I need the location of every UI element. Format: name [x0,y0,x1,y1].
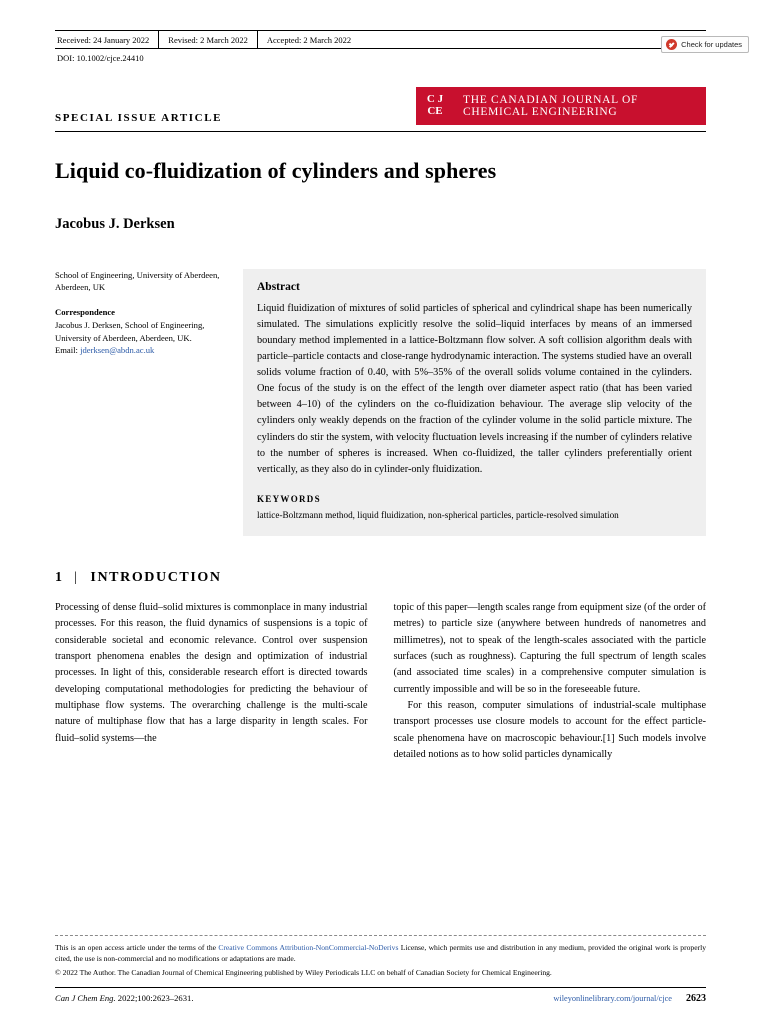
section-heading [55,570,706,586]
paragraph: topic of this paper—length scales range from equipment size (of the order of metres) to particle size (anywhere between hundreds of nanometres and millimetres), not to speak of the length-scales associated with the particle surfaces (such as roughness). Capturing the full spectrum of length scales (and associated time scales) in a comprehensive computer simulation is currently impossible and will be so in the foreseeable future. [393,602,706,695]
metadata-and-abstract [55,269,706,536]
check-for-updates-label: Check for updates [681,40,742,49]
keywords-text: lattice-Boltzmann method, liquid fluidization, non-spherical particles, particle-resolved simulation [257,509,619,520]
affiliation-block [55,269,225,536]
journal-name [454,87,706,125]
journal-mark-icon [416,87,454,125]
journal-mark-line2: CE [427,105,443,117]
paragraph: For this reason, computer simulations of industrial-scale multiphase transport processes use closure models to account for the effect particle-scale phenomena have on macroscopic behaviour.[1] Such models involve detailed notions as to how solid particles dynamically [393,699,706,760]
column-left [55,600,368,763]
correspondence-block [55,306,225,357]
license-text [55,942,706,965]
copyright-text: © 2022 The Author. The Canadian Journal of Chemical Engineering published by Wiley Periodicals LLC on behalf of Canadian Society for Chemical Engineering. [55,967,552,977]
abstract-box [243,269,706,536]
abstract-heading: Abstract [257,281,300,293]
license-link[interactable]: Creative Commons Attribution-NonCommercial-NoDerivs [218,942,399,952]
journal-name-line1: THE CANADIAN JOURNAL OF [463,94,639,106]
check-circle-icon [666,39,677,50]
article-type-label: SPECIAL ISSUE ARTICLE [55,112,223,124]
paragraph: Processing of dense fluid–solid mixtures is commonplace in many industrial processes. For this reason, the fluid dynamics of suspensions is a topic of considerable societal and economic relevance. Control over suspension transport phenomena enables the design and optimization of industrial processes. In light of this, considerable research effort is directed towards developing computational methodologies for predicting the behaviour of multiphase flow systems. The overarching challenge is the multi-scale nature of multiphase flow that has a large disparity in length scales. For fluid–solid systems—the [55,602,368,744]
keywords-heading: KEYWORDS [257,493,321,504]
accepted-date: Accepted: 2 March 2022 [266,34,352,45]
citation-volume-pages: 2022;100:2623–2631. [115,993,194,1003]
check-for-updates-badge[interactable] [661,36,749,53]
received-date: Received: 24 January 2022 [57,34,150,45]
license-text-post: License, which permits use and distribution in any medium, provided the original work is properly cited, the use is non-commercial and no modifications or adaptations are made. [55,942,707,964]
citation-line [55,993,193,1003]
author-name: Jacobus J. Derksen [55,216,175,232]
page-footer [55,935,706,1004]
journal-url[interactable]: wileyonlinelibrary.com/journal/cjce [553,994,672,1003]
citation-journal: Can J Chem Eng. [55,993,116,1003]
journal-name-line2: CHEMICAL ENGINEERING [463,106,618,118]
section-separator: | [74,570,79,586]
body-columns [55,600,706,763]
page-number: 2623 [686,993,706,1004]
license-text-pre: This is an open access article under the terms of the [55,942,219,952]
page-title: Liquid co-fluidization of cylinders and spheres [55,158,497,183]
email-label: Email: [55,345,78,356]
footer-dashed-rule [55,935,706,936]
section-title: INTRODUCTION [90,570,222,586]
revised-date: Revised: 2 March 2022 [168,34,248,45]
affiliation-address: School of Engineering, University of Aberdeen, Aberdeen, UK [55,270,220,293]
section-number: 1 [55,570,62,586]
doi-line[interactable]: DOI: 10.1002/cjce.24410 [57,53,144,63]
journal-mark-line1: C J [426,93,444,106]
correspondence-label: Correspondence [55,306,115,317]
column-right [394,600,707,763]
email-line [55,344,225,356]
article-page [0,30,761,1030]
email-link[interactable]: jderksen@abdn.ac.uk [80,345,155,356]
journal-header [55,77,706,125]
correspondence-text: Jacobus J. Derksen, School of Engineering, University of Aberdeen, Aberdeen, UK. [55,320,205,343]
journal-logo [416,87,706,125]
abstract-text: Liquid fluidization of mixtures of solid particles of spherical and cylindrical shape has been numerically simulated. The simulations explicitly resolve the solid–liquid interfaces by means of an immersed boundary method implemented in a lattice-Boltzmann flow solver. A soft collision algorithm deals with particle–particle contacts and close-range hydrodynamic interaction. The systems studied have an overall solids volume fraction of 0.40, with 5%–35% of the overall solids volume contained in the cylinders. One focus of the study is on the effect of the length over diameter aspect ratio (that has been varied between 4–10) of the cylinders on the co-fluidization behaviour. The average slip velocity of the cylinders only weakly depends on the fraction of the cylinder volume in the solid particle mixture. The cylinders do stir the system, with velocity fluctuation levels increasing if the number of cylinders relative to the number of spheres is increased. When co-fluidized, the taller cylinders preferentially orient vertically, as they also do in cylinder-only fluidization. [257,303,692,475]
header-rule [55,131,706,132]
footer-right-group [553,993,706,1004]
article-history [55,30,706,49]
footer-citation-row [55,987,706,1004]
